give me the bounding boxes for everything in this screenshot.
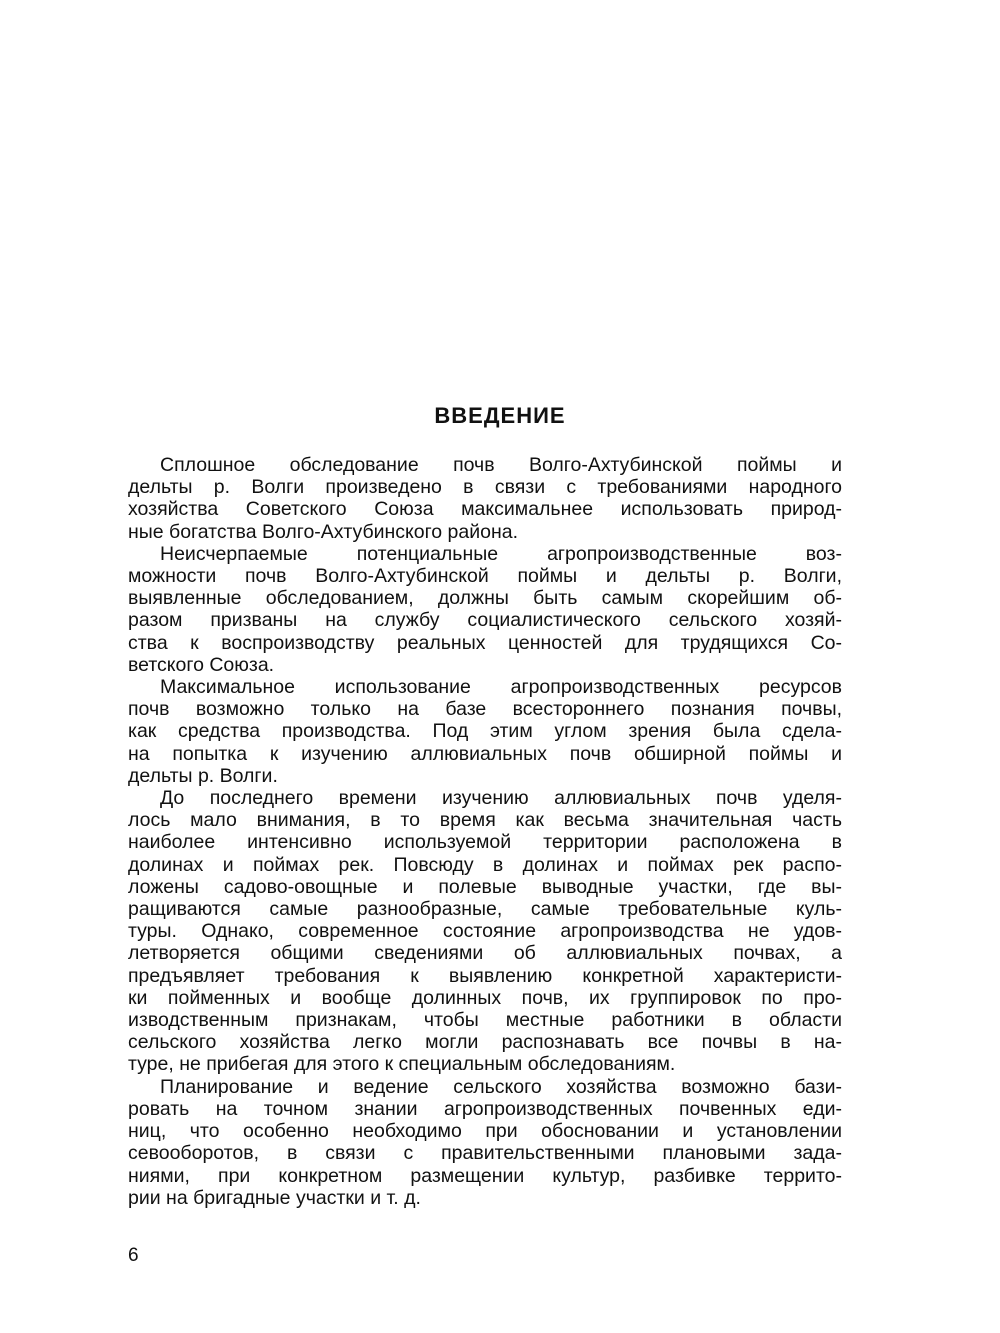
text-line: выявленные обследованием, должны быть самым скорейшим об- — [128, 587, 842, 610]
text-line: Максимальное использование агропроизводственных ресурсов — [160, 676, 842, 699]
text-line: хозяйства Советского Союза максимальнее использовать природ- — [128, 498, 842, 521]
text-line: наиболее интенсивно используемой территории расположена в — [128, 831, 842, 854]
text-line: ки пойменных и вообще долинных почв, их группировок по про- — [128, 986, 842, 1009]
text-line: дельты р. Волги. — [128, 764, 278, 787]
text-line: лось мало внимания, в то время как весьма значительная часть — [128, 809, 842, 832]
text-line: можности почв Волго-Ахтубинской поймы и дельты р. Волги, — [128, 565, 842, 588]
text-line: долинах и поймах рек. Повсюду в долинах и поймах рек распо- — [128, 853, 842, 876]
text-line: ные богатства Волго-Ахтубинского района. — [128, 520, 519, 543]
text-line: Планирование и ведение сельского хозяйства возможно бази- — [160, 1075, 842, 1098]
paragraph — [128, 543, 842, 676]
text-line: сельского хозяйства легко могли распознавать все почвы в на- — [128, 1031, 842, 1054]
text-line: предъявляет требования к выявлению конкретной характеристи- — [128, 964, 842, 987]
text-line: рии на бригадные участки и т. д. — [128, 1186, 421, 1209]
text-line: ложены садово-овощные и полевые выводные участки, где вы- — [128, 875, 842, 898]
paragraph — [128, 787, 842, 1076]
text-line: изводственным признакам, чтобы местные работники в области — [128, 1009, 842, 1032]
text-line: севооборотов, в связи с правительственными плановыми зада- — [128, 1142, 842, 1165]
text-line: почв возможно только на базе всестороннего познания почвы, — [128, 698, 842, 721]
paragraph — [128, 676, 842, 787]
text-line: на попытка к изучению аллювиальных почв обширной поймы и — [128, 742, 842, 765]
text-line: ства к воспроизводству реальных ценностей для трудящихся Со- — [128, 631, 842, 654]
page-number: 6 — [128, 1245, 139, 1266]
text-line: Неисчерпаемые потенциальные агропроизводственные воз- — [160, 542, 842, 565]
text-line: как средства производства. Под этим углом зрения была сдела- — [128, 720, 842, 743]
text-line: До последнего времени изучению аллювиальных почв уделя- — [160, 787, 842, 810]
paragraph — [128, 454, 842, 543]
text-line: ровать на точном знании агропроизводственных почвенных еди- — [128, 1097, 842, 1120]
text-line: ниц, что особенно необходимо при обосновании и установлении — [128, 1120, 842, 1143]
text-line: ниями, при конкретном размещении культур, разбивке террито- — [128, 1164, 842, 1187]
paragraph — [128, 1076, 842, 1209]
body-text — [128, 454, 842, 1209]
page-title: ВВЕДЕНИЕ — [434, 403, 566, 428]
text-line: ращиваются самые разнообразные, самые требовательные куль- — [128, 898, 842, 921]
text-line: ветского Союза. — [128, 653, 275, 676]
text-line: летворяется общими сведениями об аллювиальных почвах, а — [128, 942, 842, 965]
text-line: Сплошное обследование почв Волго-Ахтубинской поймы и — [160, 454, 842, 476]
text-line: туре, не прибегая для этого к специальным обследованиям. — [128, 1053, 676, 1076]
text-line: туры. Однако, современное состояние агропроизводства не удов- — [128, 920, 842, 943]
text-line: дельты р. Волги произведено в связи с требованиями народного — [128, 476, 842, 499]
text-line: разом призваны на службу социалистического сельского хозяй- — [128, 609, 842, 632]
